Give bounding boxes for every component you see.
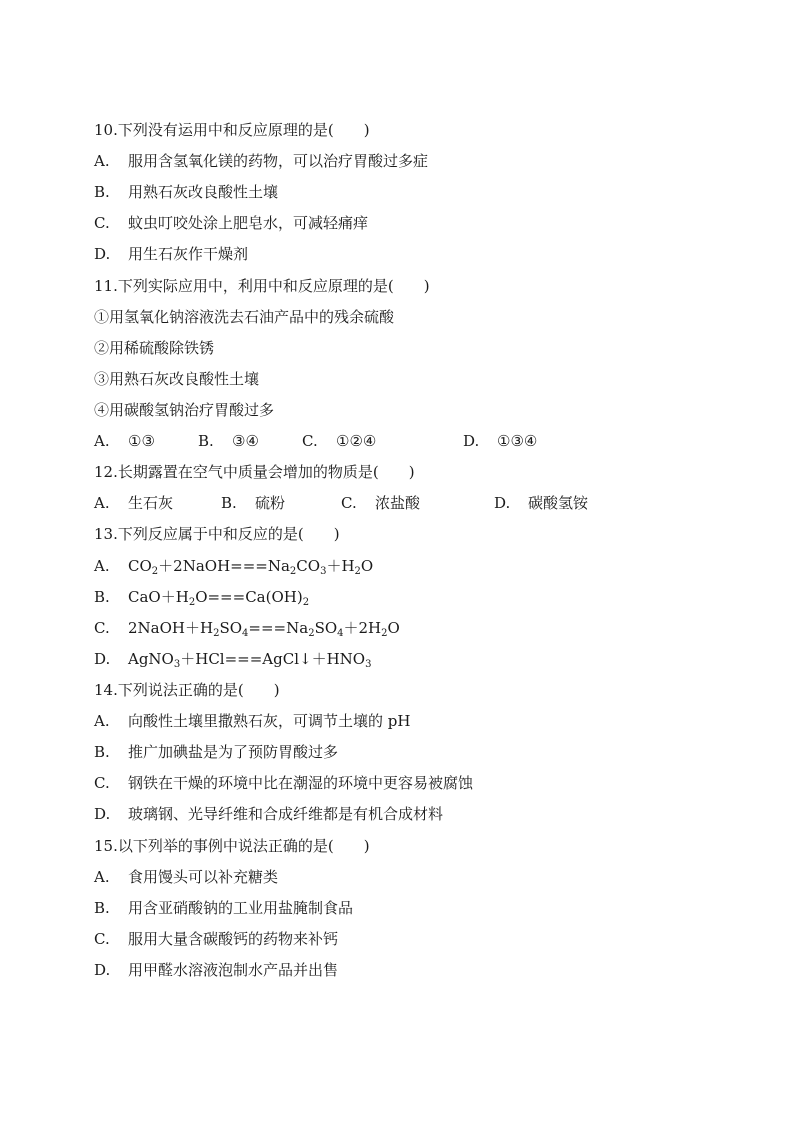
option-text: ①③④ <box>497 432 538 450</box>
option-text: ①③ <box>128 432 155 450</box>
question-12-options <box>94 493 588 513</box>
option-letter: C. <box>94 774 110 792</box>
question-11-options <box>94 431 537 451</box>
question-14-stem: 14.下列说法正确的是( ) <box>94 681 280 699</box>
option-text: 蚊虫叮咬处涂上肥皂水，可减轻痛痒 <box>128 214 369 232</box>
question-12-option-b <box>221 493 341 513</box>
option-letter: C. <box>94 214 110 232</box>
question-10-option-a <box>94 151 428 171</box>
option-text: 用生石灰作干燥剂 <box>128 245 249 263</box>
question-13-option-a <box>94 556 373 576</box>
question-14-option-b <box>94 742 338 762</box>
option-letter: B. <box>221 494 237 512</box>
question-15-stem: 15.以下列举的事例中说法正确的是( ) <box>94 837 370 855</box>
question-11-option-c <box>302 431 463 451</box>
option-letter: A. <box>94 494 110 512</box>
option-letter: C. <box>94 619 110 637</box>
option-letter: D. <box>94 245 111 263</box>
option-letter: A. <box>94 712 110 730</box>
option-text: 钢铁在干燥的环境中比在潮湿的环境中更容易被腐蚀 <box>128 774 474 792</box>
option-letter: B. <box>94 183 110 201</box>
option-text: 用含亚硝酸钠的工业用盐腌制食品 <box>128 899 354 917</box>
option-letter: B. <box>94 743 110 761</box>
question-10-option-c <box>94 213 368 233</box>
question-15-option-c <box>94 929 338 949</box>
option-text: 玻璃钢、光导纤维和合成纤维都是有机合成材料 <box>128 805 444 823</box>
option-text: 浓盐酸 <box>375 494 421 512</box>
equation-text: $CaO+H_2O===Ca(OH)_2$ <box>128 588 310 608</box>
option-letter: D. <box>463 432 480 450</box>
question-11-option-d <box>463 431 537 451</box>
question-10-option-b <box>94 182 278 202</box>
equation-text: $AgNO_3+HCl===AgCl↓+HNO_3$ <box>128 650 372 670</box>
option-letter: B. <box>94 899 110 917</box>
question-13-option-b <box>94 587 309 607</box>
option-letter: C. <box>302 432 318 450</box>
option-text: 生石灰 <box>128 494 174 512</box>
option-text: ①②④ <box>336 432 377 450</box>
question-12-option-a <box>94 493 221 513</box>
question-12-option-d <box>494 493 588 513</box>
question-14-option-a <box>94 711 410 731</box>
question-13-stem: 13.下列反应属于中和反应的是( ) <box>94 525 340 543</box>
question-12-option-c <box>341 493 494 513</box>
option-letter: D. <box>494 494 511 512</box>
option-letter: A. <box>94 868 110 886</box>
option-letter: D. <box>94 805 111 823</box>
question-15-option-a <box>94 867 278 887</box>
question-11-item-3: ③用熟石灰改良酸性土壤 <box>94 370 260 388</box>
question-11-item-2: ②用稀硫酸除铁锈 <box>94 339 215 357</box>
question-12-stem: 12.长期露置在空气中质量会增加的物质是( ) <box>94 463 415 481</box>
option-letter: D. <box>94 961 111 979</box>
question-13-option-c <box>94 618 400 638</box>
option-text: 碳酸氢铵 <box>528 494 589 512</box>
option-letter: C. <box>341 494 357 512</box>
question-11-option-a <box>94 431 198 451</box>
option-text: 推广加碘盐是为了预防胃酸过多 <box>128 743 339 761</box>
option-text: 服用含氢氧化镁的药物，可以治疗胃酸过多症 <box>128 152 429 170</box>
question-11-option-b <box>198 431 302 451</box>
option-text: ③④ <box>232 432 259 450</box>
option-letter: D. <box>94 650 111 668</box>
option-text: 服用大量含碳酸钙的药物来补钙 <box>128 930 339 948</box>
equation-text: $2NaOH+H_2SO_4===Na_2SO_4+2H_2O$ <box>128 619 400 639</box>
option-text: 硫粉 <box>255 494 286 512</box>
question-14-option-c <box>94 773 473 793</box>
question-11-stem: 11.下列实际应用中，利用中和反应原理的是( ) <box>94 277 430 295</box>
option-text: 食用馒头可以补充糖类 <box>128 868 279 886</box>
question-10-stem: 10.下列没有运用中和反应原理的是( ) <box>94 121 370 139</box>
question-15-option-b <box>94 898 353 918</box>
option-letter: A. <box>94 557 110 575</box>
option-letter: B. <box>198 432 214 450</box>
equation-text: $CO_2+2NaOH===Na_2CO_3+H_2O$ <box>128 557 374 577</box>
question-11-item-4: ④用碳酸氢钠治疗胃酸过多 <box>94 401 275 419</box>
option-letter: C. <box>94 930 110 948</box>
option-text: 向酸性土壤里撒熟石灰，可调节土壤的 pH <box>128 712 411 730</box>
option-letter: A. <box>94 152 110 170</box>
option-letter: B. <box>94 588 110 606</box>
question-11-item-1: ①用氢氧化钠溶液洗去石油产品中的残余硫酸 <box>94 308 395 326</box>
option-letter: A. <box>94 432 110 450</box>
question-15-option-d <box>94 960 338 980</box>
question-14-option-d <box>94 804 443 824</box>
question-13-option-d <box>94 649 371 669</box>
option-text: 用甲醛水溶液泡制水产品并出售 <box>128 961 339 979</box>
question-10-option-d <box>94 244 248 264</box>
option-text: 用熟石灰改良酸性土壤 <box>128 183 279 201</box>
